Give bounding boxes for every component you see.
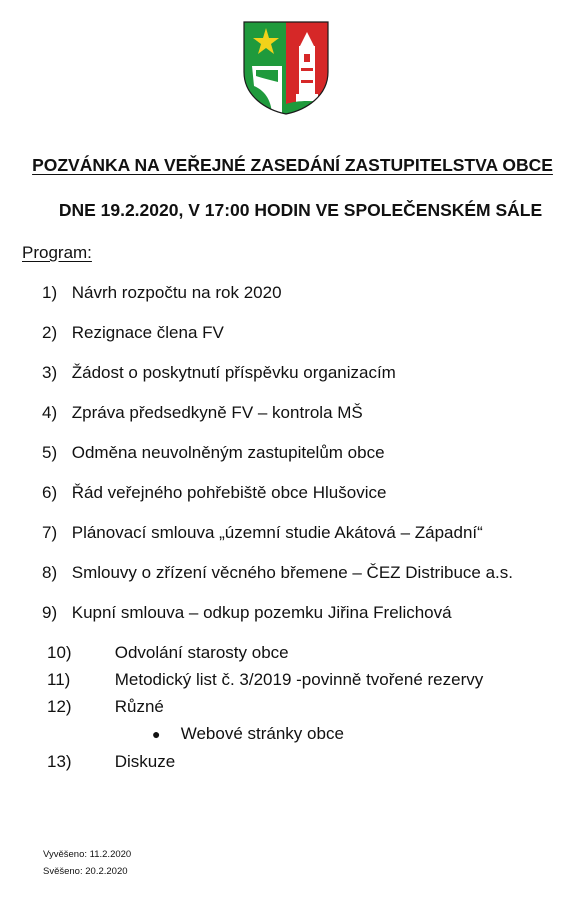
program-item: [42, 363, 396, 383]
item-text: Diskuze: [114, 752, 176, 771]
program-label: Program:: [22, 243, 92, 262]
item-text: Řád veřejného pohřebiště obce Hlušovice: [71, 483, 387, 502]
item-number: 1): [42, 283, 58, 302]
item-number: 7): [42, 523, 58, 542]
item-text: Rezignace člena FV: [71, 323, 224, 342]
item-number: 11): [47, 670, 71, 689]
item-text: Odměna neuvolněným zastupitelům obce: [71, 443, 385, 462]
program-item: [42, 603, 452, 623]
item-text: Kupní smlouva – odkup pozemku Jiřina Frelichová: [71, 603, 452, 622]
program-item: [42, 323, 224, 343]
item-number: 12): [47, 697, 72, 716]
sub-item: [152, 724, 344, 744]
item-text: Návrh rozpočtu na rok 2020: [71, 283, 282, 302]
item-number: 8): [42, 563, 58, 582]
program-item: [42, 283, 282, 303]
program-item: [42, 443, 385, 463]
item-text: Různé: [114, 697, 164, 716]
item-number: 9): [42, 603, 58, 622]
item-number: 10): [47, 643, 72, 662]
sub-item-text: Webové stránky obce: [180, 724, 344, 743]
item-text: Metodický list č. 3/2019 -povinně tvořené rezervy: [114, 670, 484, 689]
item-number: 13): [47, 752, 72, 771]
bullet-icon: ●: [152, 726, 161, 742]
program-item: [47, 643, 289, 663]
item-text: Žádost o poskytnutí příspěvku organizacím: [71, 363, 396, 382]
item-text: Zpráva předsedkyně FV – kontrola MŠ: [71, 403, 363, 422]
program-item: [47, 752, 175, 772]
program-item: [42, 523, 483, 543]
item-text: Smlouvy o zřízení věcného břemene – ČEZ Distribuce a.s.: [71, 563, 513, 582]
invitation-title: POZVÁNKA NA VEŘEJNÉ ZASEDÁNÍ ZASTUPITELSTVA OBCE: [32, 155, 553, 175]
program-item: [42, 403, 363, 423]
program-item: [42, 483, 386, 503]
item-text: Plánovací smlouva „územní studie Akátová – Západní“: [71, 523, 483, 542]
item-number: 6): [42, 483, 58, 502]
item-number: 5): [42, 443, 58, 462]
municipality-coat-of-arms: [242, 20, 330, 116]
program-item: [42, 563, 513, 583]
item-number: 3): [42, 363, 58, 382]
posted-date: Vyvěšeno: 11.2.2020: [43, 849, 132, 860]
program-item: [47, 697, 164, 717]
item-number: 2): [42, 323, 58, 342]
meeting-date-line: DNE 19.2.2020, V 17:00 HODIN VE SPOLEČENSKÉM SÁLE: [58, 200, 543, 220]
item-text: Odvolání starosty obce: [114, 643, 289, 662]
removed-date: Svěšeno: 20.2.2020: [43, 866, 128, 877]
item-number: 4): [42, 403, 58, 422]
program-item: [47, 670, 483, 690]
